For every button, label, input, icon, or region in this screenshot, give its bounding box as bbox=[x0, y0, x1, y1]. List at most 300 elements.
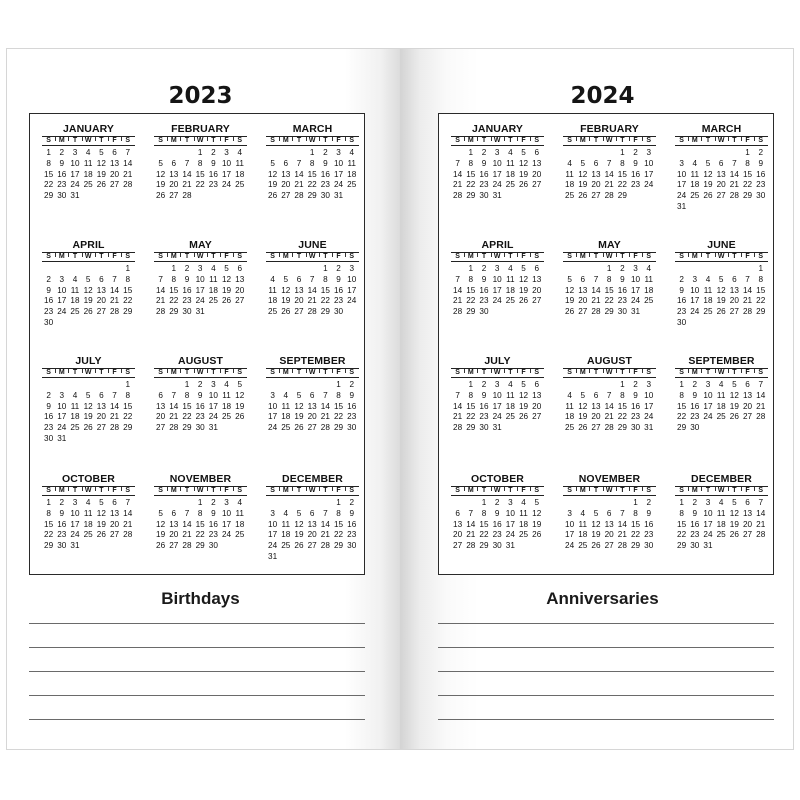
day-number: 4 bbox=[692, 158, 698, 168]
day-number: 28 bbox=[453, 307, 463, 317]
day-number: 13 bbox=[109, 508, 120, 518]
empty-day bbox=[306, 380, 319, 391]
weekday-header bbox=[675, 136, 768, 146]
month-july bbox=[451, 354, 544, 434]
empty-day bbox=[589, 498, 602, 509]
day-number: 8 bbox=[323, 274, 328, 284]
weekday-letter: M bbox=[688, 137, 701, 145]
day-number: 29 bbox=[466, 191, 476, 201]
empty-day bbox=[576, 380, 589, 391]
weekday-letter: F bbox=[332, 137, 345, 145]
day-number: 8 bbox=[468, 274, 474, 284]
empty-day bbox=[266, 380, 279, 391]
weekday-letter: S bbox=[642, 487, 655, 495]
day-number: 13 bbox=[591, 401, 601, 411]
day-number: 24 bbox=[221, 530, 232, 540]
day-number: 26 bbox=[578, 423, 588, 433]
day-number: 13 bbox=[532, 274, 542, 284]
day-number: 8 bbox=[481, 508, 487, 518]
day-number: 27 bbox=[453, 541, 463, 551]
month-name: MAY bbox=[598, 239, 621, 251]
day-grid bbox=[563, 498, 656, 552]
empty-day bbox=[180, 498, 193, 509]
day-number: 19 bbox=[729, 519, 739, 529]
day-number: 16 bbox=[182, 285, 192, 295]
day-number: 2 bbox=[679, 274, 684, 284]
day-number: 2 bbox=[692, 380, 698, 389]
weekday-header bbox=[42, 136, 135, 146]
day-number: 1 bbox=[758, 264, 763, 273]
day-number: 22 bbox=[756, 296, 766, 306]
day-number: 1 bbox=[745, 148, 750, 157]
empty-day bbox=[292, 380, 305, 391]
day-number: 9 bbox=[481, 274, 487, 284]
day-number: 11 bbox=[347, 158, 356, 168]
weekday-letter: W bbox=[194, 487, 207, 495]
day-number: 19 bbox=[729, 401, 739, 411]
day-number: 7 bbox=[468, 508, 474, 518]
day-number: 15 bbox=[320, 285, 330, 295]
day-number: 18 bbox=[690, 180, 700, 190]
day-number: 10 bbox=[70, 158, 80, 168]
day-number: 20 bbox=[591, 412, 601, 422]
day-number: 1 bbox=[336, 498, 341, 507]
day-number: 23 bbox=[756, 180, 766, 190]
day-number: 4 bbox=[705, 274, 711, 284]
day-number: 6 bbox=[171, 508, 177, 518]
weekday-letter: T bbox=[319, 137, 332, 145]
empty-day bbox=[675, 264, 688, 275]
day-number: 10 bbox=[57, 285, 67, 295]
day-number: 16 bbox=[630, 169, 641, 179]
day-number: 9 bbox=[646, 508, 651, 518]
day-number: 24 bbox=[347, 296, 357, 306]
day-number: 8 bbox=[46, 508, 51, 518]
day-number: 22 bbox=[169, 296, 179, 306]
day-number: 23 bbox=[630, 180, 641, 190]
day-number: 15 bbox=[677, 519, 687, 529]
day-number: 19 bbox=[96, 169, 106, 179]
weekday-letter: S bbox=[642, 137, 655, 145]
weekday-letter: S bbox=[158, 137, 163, 144]
day-number: 6 bbox=[745, 498, 750, 507]
day-number: 5 bbox=[705, 158, 711, 168]
day-number: 7 bbox=[323, 508, 328, 518]
day-number: 15 bbox=[307, 169, 317, 179]
day-number: 24 bbox=[630, 296, 641, 306]
day-number: 17 bbox=[644, 169, 654, 179]
day-number: 18 bbox=[505, 169, 515, 179]
day-number: 27 bbox=[169, 191, 179, 201]
day-number: 30 bbox=[479, 423, 489, 433]
day-number: 29 bbox=[195, 541, 205, 551]
day-number: 26 bbox=[578, 191, 588, 201]
day-number: 21 bbox=[109, 296, 120, 306]
weekday-letter: S bbox=[270, 369, 275, 376]
month-name: FEBRUARY bbox=[171, 123, 230, 135]
day-number: 2 bbox=[211, 148, 216, 157]
month-name: JULY bbox=[484, 355, 511, 367]
calendar-2024 bbox=[438, 113, 774, 575]
day-number: 30 bbox=[479, 307, 489, 317]
day-number: 20 bbox=[729, 296, 739, 306]
day-number: 22 bbox=[617, 412, 627, 422]
day-number: 7 bbox=[758, 380, 763, 389]
day-number: 28 bbox=[320, 541, 330, 551]
day-number: 12 bbox=[83, 401, 93, 411]
day-number: 9 bbox=[481, 390, 487, 400]
day-number: 23 bbox=[479, 180, 489, 190]
day-number: 29 bbox=[617, 423, 627, 433]
weekday-letter: S bbox=[233, 253, 246, 261]
day-number: 22 bbox=[333, 530, 344, 540]
day-number: 1 bbox=[309, 148, 315, 157]
day-number: 5 bbox=[158, 508, 163, 518]
day-number: 13 bbox=[532, 158, 542, 168]
day-number: 25 bbox=[518, 530, 529, 540]
day-number: 11 bbox=[578, 519, 588, 529]
day-number: 30 bbox=[756, 191, 766, 201]
weekday-letter: T bbox=[180, 487, 193, 495]
day-number: 25 bbox=[716, 530, 726, 540]
weekday-letter: S bbox=[345, 137, 358, 145]
day-grid bbox=[42, 148, 135, 202]
day-number: 22 bbox=[182, 412, 192, 422]
day-number: 2 bbox=[46, 274, 51, 284]
day-number: 5 bbox=[296, 508, 302, 518]
day-number: 14 bbox=[591, 285, 601, 295]
day-number: 28 bbox=[453, 191, 463, 201]
day-number: 15 bbox=[333, 519, 344, 529]
day-number: 15 bbox=[479, 519, 489, 529]
day-number: 5 bbox=[732, 498, 737, 507]
day-number: 22 bbox=[123, 412, 133, 422]
day-number: 9 bbox=[692, 390, 698, 400]
day-number: 7 bbox=[184, 508, 190, 518]
day-number: 11 bbox=[506, 390, 515, 400]
day-number: 24 bbox=[644, 180, 654, 190]
day-number: 17 bbox=[703, 519, 713, 529]
day-number: 27 bbox=[109, 530, 120, 540]
month-name: DECEMBER bbox=[691, 473, 752, 485]
weekday-letter: T bbox=[207, 137, 220, 145]
day-number: 15 bbox=[123, 401, 133, 411]
day-number: 12 bbox=[729, 390, 739, 400]
weekday-letter: F bbox=[629, 487, 642, 495]
day-number: 1 bbox=[171, 264, 177, 273]
day-number: 8 bbox=[468, 390, 474, 400]
day-number: 15 bbox=[182, 401, 192, 411]
day-number: 13 bbox=[729, 285, 739, 295]
day-number: 25 bbox=[347, 180, 357, 190]
day-number: 21 bbox=[182, 530, 192, 540]
day-number: 13 bbox=[742, 390, 753, 400]
day-number: 1 bbox=[125, 264, 130, 273]
weekday-letter: W bbox=[194, 253, 207, 261]
day-number: 16 bbox=[492, 519, 502, 529]
day-grid bbox=[154, 148, 247, 202]
weekday-letter: M bbox=[55, 369, 68, 377]
month-name: SEPTEMBER bbox=[279, 355, 346, 367]
day-number: 28 bbox=[756, 412, 766, 422]
day-number: 22 bbox=[320, 296, 330, 306]
weekday-letter: F bbox=[629, 369, 642, 377]
day-number: 5 bbox=[521, 148, 526, 157]
day-number: 4 bbox=[580, 508, 586, 518]
day-number: 4 bbox=[224, 380, 229, 389]
day-number: 30 bbox=[690, 423, 700, 433]
day-number: 23 bbox=[677, 307, 687, 317]
day-number: 21 bbox=[307, 296, 317, 306]
day-number: 20 bbox=[604, 530, 614, 540]
month-february bbox=[154, 122, 247, 202]
day-number: 1 bbox=[481, 498, 487, 507]
day-number: 8 bbox=[758, 274, 763, 284]
day-number: 16 bbox=[677, 296, 687, 306]
day-number: 14 bbox=[123, 508, 133, 518]
day-number: 18 bbox=[281, 530, 291, 540]
day-number: 4 bbox=[237, 148, 242, 157]
day-number: 3 bbox=[270, 508, 275, 518]
day-number: 4 bbox=[508, 148, 513, 157]
day-number: 7 bbox=[593, 274, 599, 284]
day-number: 4 bbox=[508, 264, 513, 273]
day-number: 3 bbox=[494, 380, 500, 389]
day-number: 23 bbox=[57, 530, 67, 540]
weekday-letter: M bbox=[576, 253, 589, 261]
day-number: 11 bbox=[644, 274, 653, 284]
day-number: 27 bbox=[235, 296, 245, 306]
weekday-header bbox=[451, 368, 544, 378]
empty-day bbox=[154, 380, 167, 391]
day-number: 12 bbox=[518, 390, 529, 400]
day-number: 28 bbox=[182, 191, 192, 201]
weekday-header bbox=[266, 136, 359, 146]
day-number: 16 bbox=[195, 401, 205, 411]
month-name: JANUARY bbox=[62, 123, 115, 135]
day-number: 20 bbox=[109, 519, 120, 529]
day-number: 2 bbox=[184, 264, 190, 273]
weekday-letter: T bbox=[207, 369, 220, 377]
day-number: 12 bbox=[294, 519, 304, 529]
day-grid bbox=[451, 264, 544, 318]
day-number: 25 bbox=[281, 541, 291, 551]
day-number: 21 bbox=[453, 412, 463, 422]
day-number: 11 bbox=[690, 169, 700, 179]
day-number: 4 bbox=[718, 498, 724, 507]
day-number: 6 bbox=[534, 380, 539, 389]
day-number: 23 bbox=[44, 423, 54, 433]
day-number: 8 bbox=[336, 390, 341, 400]
day-number: 30 bbox=[44, 433, 54, 443]
day-number: 18 bbox=[644, 285, 654, 295]
weekday-letter: T bbox=[180, 369, 193, 377]
day-number: 15 bbox=[630, 519, 641, 529]
day-number: 15 bbox=[466, 285, 476, 295]
day-number: 26 bbox=[281, 307, 291, 317]
weekday-letter: S bbox=[679, 137, 684, 144]
day-number: 20 bbox=[294, 296, 304, 306]
empty-day bbox=[451, 380, 464, 391]
day-number: 21 bbox=[591, 296, 601, 306]
day-number: 28 bbox=[320, 423, 330, 433]
day-number: 6 bbox=[112, 148, 117, 157]
weekday-letter: W bbox=[491, 137, 504, 145]
weekday-letter: T bbox=[95, 137, 108, 145]
empty-day bbox=[279, 498, 292, 509]
weekday-letter: S bbox=[530, 137, 543, 145]
day-number: 20 bbox=[156, 412, 166, 422]
day-number: 12 bbox=[281, 285, 291, 295]
day-number: 16 bbox=[630, 401, 641, 411]
day-number: 21 bbox=[453, 296, 463, 306]
day-number: 19 bbox=[294, 412, 304, 422]
day-number: 13 bbox=[235, 274, 245, 284]
day-number: 13 bbox=[96, 401, 106, 411]
day-number: 1 bbox=[468, 264, 474, 273]
day-grid bbox=[675, 148, 768, 213]
day-number: 16 bbox=[479, 285, 489, 295]
day-number: 3 bbox=[59, 274, 65, 284]
empty-day bbox=[589, 380, 602, 391]
day-number: 28 bbox=[453, 423, 463, 433]
day-number: 23 bbox=[347, 530, 357, 540]
weekday-header bbox=[675, 368, 768, 378]
day-number: 17 bbox=[565, 530, 575, 540]
day-number: 9 bbox=[46, 401, 51, 411]
weekday-letter: S bbox=[567, 253, 572, 260]
weekday-letter: T bbox=[701, 253, 714, 261]
day-number: 17 bbox=[57, 412, 67, 422]
weekday-letter: T bbox=[504, 137, 517, 145]
day-number: 12 bbox=[294, 401, 304, 411]
writing-line bbox=[438, 695, 774, 696]
weekday-letter: T bbox=[701, 487, 714, 495]
day-number: 18 bbox=[716, 519, 726, 529]
weekday-letter: F bbox=[517, 253, 530, 261]
day-number: 17 bbox=[208, 401, 218, 411]
weekday-letter: W bbox=[82, 253, 95, 261]
day-number: 6 bbox=[534, 264, 539, 273]
day-number: 7 bbox=[455, 390, 460, 400]
day-number: 1 bbox=[336, 380, 341, 389]
empty-day bbox=[451, 148, 464, 159]
day-number: 19 bbox=[235, 401, 245, 411]
day-number: 27 bbox=[169, 541, 179, 551]
day-number: 20 bbox=[716, 180, 726, 190]
day-number: 31 bbox=[630, 307, 641, 317]
day-number: 4 bbox=[283, 390, 289, 400]
day-number: 24 bbox=[505, 530, 515, 540]
day-number: 22 bbox=[604, 296, 614, 306]
day-number: 25 bbox=[578, 541, 588, 551]
day-number: 14 bbox=[742, 285, 753, 295]
day-number: 1 bbox=[468, 380, 474, 389]
empty-day bbox=[728, 264, 741, 275]
weekday-letter: S bbox=[754, 137, 767, 145]
day-number: 24 bbox=[57, 423, 67, 433]
day-number: 22 bbox=[466, 412, 476, 422]
month-october bbox=[42, 472, 135, 552]
weekday-header bbox=[154, 486, 247, 496]
weekday-header bbox=[154, 368, 247, 378]
day-number: 7 bbox=[455, 274, 460, 284]
day-number: 3 bbox=[211, 380, 216, 389]
day-number: 15 bbox=[44, 519, 54, 529]
day-number: 17 bbox=[492, 169, 502, 179]
empty-day bbox=[701, 148, 714, 159]
empty-day bbox=[266, 264, 279, 275]
day-number: 16 bbox=[644, 519, 654, 529]
day-number: 17 bbox=[644, 401, 654, 411]
day-number: 19 bbox=[83, 296, 93, 306]
month-june bbox=[266, 238, 359, 318]
day-number: 17 bbox=[703, 401, 713, 411]
day-number: 1 bbox=[197, 498, 203, 507]
day-number: 17 bbox=[333, 169, 344, 179]
month-name: MAY bbox=[189, 239, 212, 251]
day-number: 3 bbox=[508, 498, 513, 507]
day-number: 24 bbox=[703, 530, 713, 540]
day-number: 18 bbox=[716, 401, 726, 411]
day-number: 5 bbox=[732, 380, 737, 389]
day-number: 22 bbox=[479, 530, 489, 540]
writing-line bbox=[438, 719, 774, 720]
weekday-letter: M bbox=[688, 253, 701, 261]
month-august bbox=[154, 354, 247, 434]
day-number: 18 bbox=[505, 401, 515, 411]
day-number: 16 bbox=[333, 285, 344, 295]
day-number: 10 bbox=[677, 169, 687, 179]
day-number: 7 bbox=[606, 390, 612, 400]
day-number: 25 bbox=[70, 307, 80, 317]
day-number: 10 bbox=[492, 390, 502, 400]
day-number: 22 bbox=[123, 296, 133, 306]
weekday-letter: S bbox=[46, 137, 51, 144]
empty-day bbox=[589, 264, 602, 275]
day-number: 28 bbox=[109, 307, 120, 317]
day-number: 10 bbox=[644, 390, 654, 400]
month-may bbox=[154, 238, 247, 318]
day-number: 29 bbox=[123, 307, 133, 317]
day-number: 7 bbox=[171, 390, 177, 400]
day-number: 27 bbox=[156, 423, 166, 433]
weekday-letter: F bbox=[332, 253, 345, 261]
day-number: 10 bbox=[644, 158, 654, 168]
day-number: 29 bbox=[742, 191, 753, 201]
day-number: 31 bbox=[492, 191, 502, 201]
weekday-letter: F bbox=[517, 137, 530, 145]
month-july bbox=[42, 354, 135, 445]
day-number: 17 bbox=[690, 296, 700, 306]
month-name: APRIL bbox=[72, 239, 105, 251]
day-number: 26 bbox=[83, 423, 93, 433]
day-number: 4 bbox=[85, 148, 91, 157]
day-number: 19 bbox=[518, 285, 529, 295]
day-number: 22 bbox=[466, 296, 476, 306]
day-number: 27 bbox=[532, 412, 542, 422]
weekday-letter: W bbox=[715, 253, 728, 261]
day-number: 25 bbox=[235, 530, 245, 540]
day-number: 10 bbox=[195, 274, 205, 284]
weekday-letter: S bbox=[530, 487, 543, 495]
day-number: 13 bbox=[307, 401, 317, 411]
day-number: 28 bbox=[169, 423, 179, 433]
day-grid bbox=[266, 380, 359, 434]
weekday-letter: T bbox=[504, 487, 517, 495]
weekday-letter: S bbox=[679, 253, 684, 260]
day-number: 14 bbox=[617, 519, 627, 529]
